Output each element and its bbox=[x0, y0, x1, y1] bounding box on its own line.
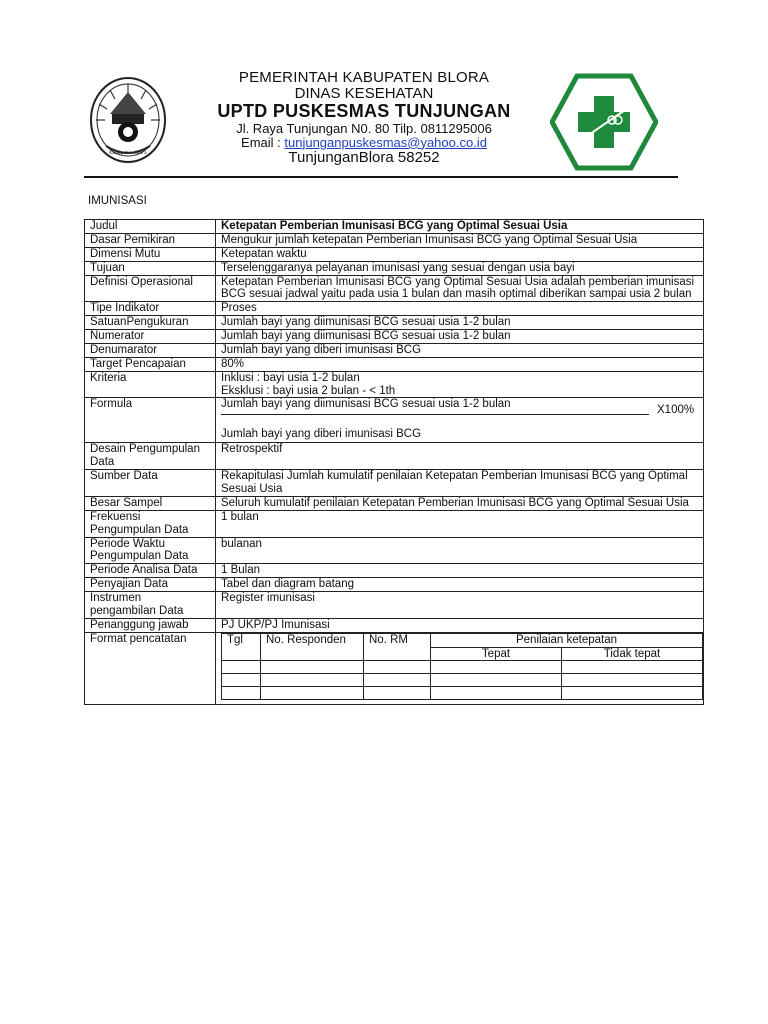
table-row bbox=[85, 398, 704, 443]
row-value: Rekapitulasi Jumlah kumulatif penilaian Ketepatan Pemberian Imunisasi BCG yang Optimal Sesuai Usia bbox=[216, 470, 704, 497]
formula-multiplier: X100% bbox=[657, 404, 695, 417]
table-row bbox=[85, 357, 704, 371]
office-name: DINAS KESEHATAN bbox=[294, 85, 434, 103]
col-responden: No. Responden bbox=[261, 633, 364, 661]
col-norm: No. RM bbox=[364, 633, 431, 661]
row-key: Sumber Data bbox=[85, 470, 216, 497]
row-key: Penyajian Data bbox=[85, 578, 216, 592]
table-row bbox=[85, 302, 704, 316]
table-row bbox=[85, 343, 704, 357]
gov-name: PEMERINTAH KABUPATEN BLORA bbox=[238, 69, 490, 86]
header-divider bbox=[84, 176, 678, 178]
col-tidak-tepat: Tidak tepat bbox=[562, 647, 703, 661]
row-value: Terselenggaranya pelayanan imunisasi yang sesuai dengan usia bayi bbox=[216, 261, 704, 275]
table-row bbox=[85, 247, 704, 261]
row-value: 80% bbox=[216, 357, 704, 371]
row-key: Definisi Operasional bbox=[85, 275, 216, 302]
exclusion-criteria: Eksklusi : bayi usia 2 bulan - < 1th bbox=[221, 384, 396, 397]
row-value: Tabel dan diagram batang bbox=[216, 578, 704, 592]
letterhead-text bbox=[184, 70, 544, 166]
row-key: Frekuensi Pengumpulan Data bbox=[85, 510, 216, 537]
table-row bbox=[85, 371, 704, 398]
row-key: Numerator bbox=[85, 330, 216, 344]
row-value: 1 bulan bbox=[216, 510, 704, 537]
seal-text: Kabupaten Blora bbox=[109, 151, 147, 156]
row-value: bulanan bbox=[216, 537, 704, 564]
row-key: Format pencatatan bbox=[85, 632, 216, 705]
row-key: Dasar Pemikiran bbox=[85, 233, 216, 247]
table-row bbox=[85, 592, 704, 619]
email-label: Email : bbox=[241, 134, 285, 150]
format-header-row bbox=[222, 633, 703, 647]
table-row bbox=[85, 578, 704, 592]
row-key: Target Pencapaian bbox=[85, 357, 216, 371]
table-row bbox=[85, 632, 704, 705]
row-value: Jumlah bayi yang diimunisasi BCG sesuai usia 1-2 bulan bbox=[216, 316, 704, 330]
fraction-line bbox=[221, 414, 649, 415]
col-tgl: Tgl bbox=[222, 633, 261, 661]
blora-seal-logo bbox=[88, 74, 168, 166]
format-empty-row bbox=[222, 661, 703, 674]
row-key: Denumarator bbox=[85, 343, 216, 357]
row-value: Ketepatan waktu bbox=[216, 247, 704, 261]
row-key: Periode Waktu Pengumpulan Data bbox=[85, 537, 216, 564]
recording-format-table bbox=[221, 633, 703, 701]
table-row bbox=[85, 261, 704, 275]
indicator-table bbox=[84, 219, 704, 705]
city-postcode: TunjunganBlora 58252 bbox=[288, 148, 440, 166]
table-row bbox=[85, 470, 704, 497]
row-key: Penanggung jawab bbox=[85, 618, 216, 632]
row-key: Dimensi Mutu bbox=[85, 247, 216, 261]
row-key: Instrumen pengambilan Data bbox=[85, 592, 216, 619]
row-value: Ketepatan Pemberian Imunisasi BCG yang Optimal Sesuai Usia adalah pemberian imunisasi BCG sesuai jadwal yaitu pada usia 1 bulan dan masih optimal diberikan sampai usia 2 bulan bbox=[216, 275, 704, 302]
row-key: Periode Analisa Data bbox=[85, 564, 216, 578]
row-key: Judul bbox=[85, 220, 216, 234]
row-key: Formula bbox=[85, 398, 216, 443]
row-value: Register imunisasi bbox=[216, 592, 704, 619]
row-value: Jumlah bayi yang diberi imunisasi BCG bbox=[216, 343, 704, 357]
row-value: Ketepatan Pemberian Imunisasi BCG yang Optimal Sesuai Usia bbox=[216, 220, 704, 234]
row-value: PJ UKP/PJ Imunisasi bbox=[216, 618, 704, 632]
row-value: Proses bbox=[216, 302, 704, 316]
table-row bbox=[85, 537, 704, 564]
table-row bbox=[85, 496, 704, 510]
email-link[interactable]: tunjunganpuskesmas@yahoo.co.id bbox=[284, 134, 487, 150]
puskesmas-logo bbox=[550, 72, 658, 172]
row-value: Jumlah bayi yang diimunisasi BCG sesuai usia 1-2 bulan bbox=[216, 330, 704, 344]
table-row bbox=[85, 275, 704, 302]
row-key: SatuanPengukuran bbox=[85, 316, 216, 330]
row-key: Besar Sampel bbox=[85, 496, 216, 510]
address: Jl. Raya Tunjungan N0. 80 Tilp. 0811295006 bbox=[236, 120, 492, 136]
row-key: Tipe Indikator bbox=[85, 302, 216, 316]
row-value: Mengukur jumlah ketepatan Pemberian Imunisasi BCG yang Optimal Sesuai Usia bbox=[216, 233, 704, 247]
col-tepat: Tepat bbox=[431, 647, 562, 661]
row-value bbox=[216, 371, 704, 398]
format-empty-row bbox=[222, 687, 703, 700]
formula-numerator: Jumlah bayi yang diimunisasi BCG sesuai usia 1-2 bulan bbox=[221, 398, 511, 411]
table-row bbox=[85, 564, 704, 578]
table-row bbox=[85, 233, 704, 247]
col-penilaian: Penilaian ketepatan bbox=[431, 633, 703, 647]
row-key: Desain Pengumpulan Data bbox=[85, 443, 216, 470]
table-row bbox=[85, 220, 704, 234]
table-row bbox=[85, 510, 704, 537]
format-cell bbox=[216, 632, 704, 705]
format-empty-row bbox=[222, 674, 703, 687]
inclusion-criteria: Inklusi : bayi usia 1-2 bulan bbox=[221, 371, 360, 384]
table-row bbox=[85, 443, 704, 470]
row-key: Tujuan bbox=[85, 261, 216, 275]
institution-name: UPTD PUSKESMAS TUNJUNGAN bbox=[217, 101, 511, 122]
formula bbox=[216, 398, 704, 443]
section-label: IMUNISASI bbox=[88, 195, 147, 207]
table-row bbox=[85, 330, 704, 344]
row-value: Seluruh kumulatif penilaian Ketepatan Pemberian Imunisasi BCG yang Optimal Sesuai Usia bbox=[216, 496, 704, 510]
email-line bbox=[184, 136, 544, 150]
row-value: Retrospektif bbox=[216, 443, 704, 470]
table-row bbox=[85, 618, 704, 632]
table-row bbox=[85, 316, 704, 330]
row-key: Kriteria bbox=[85, 371, 216, 398]
row-value: 1 Bulan bbox=[216, 564, 704, 578]
formula-denominator: Jumlah bayi yang diberi imunisasi BCG bbox=[221, 428, 422, 441]
letterhead bbox=[84, 66, 684, 184]
